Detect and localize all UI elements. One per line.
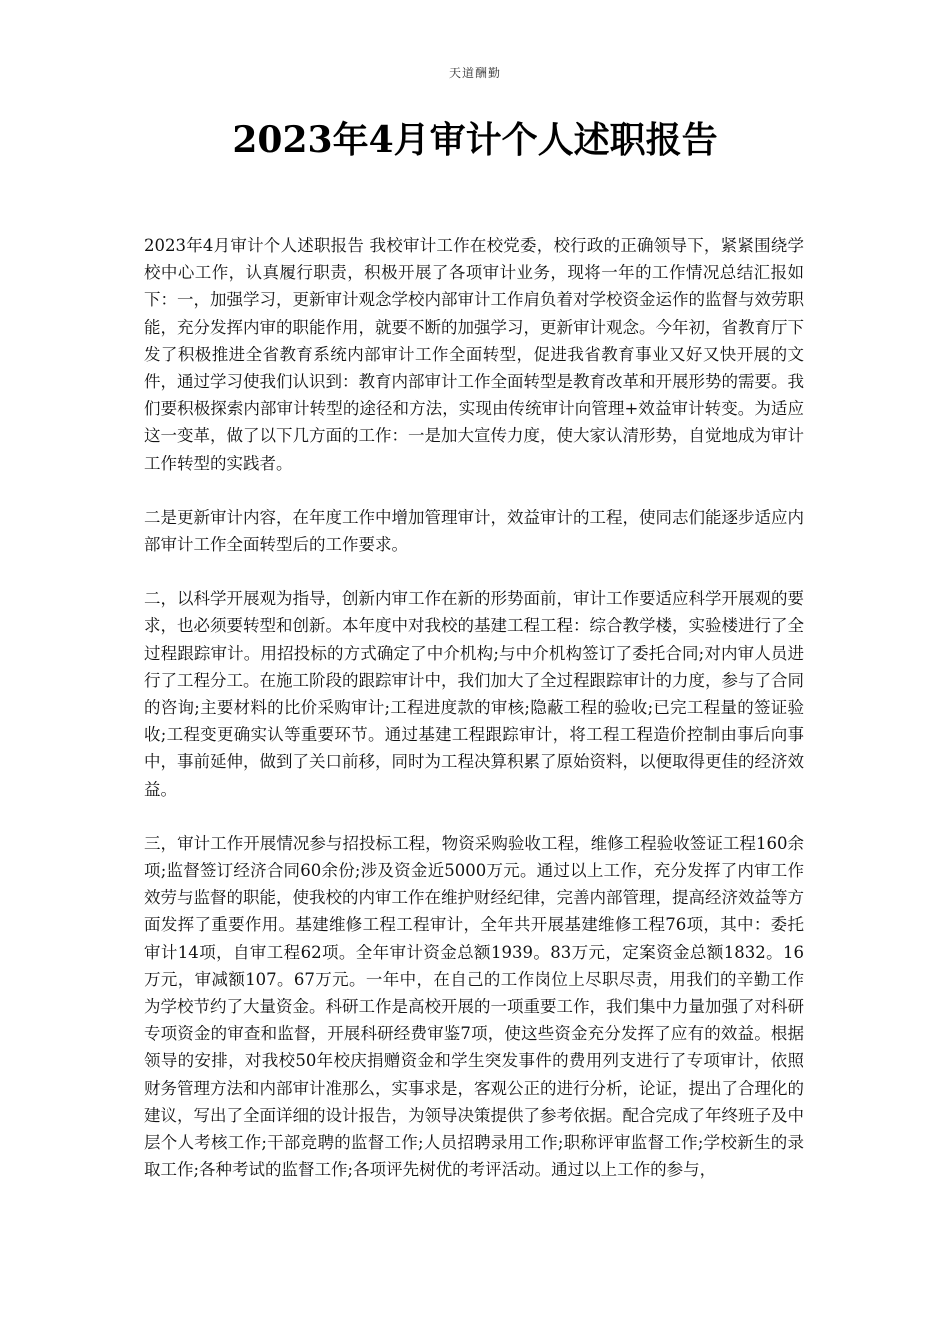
paragraph-2: 二是更新审计内容，在年度工作中增加管理审计，效益审计的工程，使同志们能逐步适应内部审计工作全面转型后的工作要求。 xyxy=(144,507,804,555)
paragraph-3: 二，以科学开展观为指导，创新内审工作在新的形势面前，审计工作要适应科学开展观的要求，也必须要转型和创新。本年度中对我校的基建工程工程：综合教学楼，实验楼进行了全过程跟踪审计。用招投标的方式确定了中介机构;与中介机构签订了委托合同;对内审人员进行了工程分工。在施工阶段的跟踪审计中，我们加大了全过程跟踪审计的力度，参与了合同的咨询;主要材料的比价采购审计;工程进度款的审核;隐蔽工程的验收;已完工程量的签证验收;工程变更确实认等重要环节。通过基建工程跟踪审计，将工程工程造价控制由事后向事中，事前延伸，做到了关口前移，同时为工程决算积累了原始资料，以便取得更佳的经济效益。 xyxy=(144,589,804,799)
paragraph-4: 三，审计工作开展情况参与招投标工程，物资采购验收工程，维修工程验收签证工程160余项;监督签订经济合同60余份;涉及资金近5000万元。通过以上工作，充分发挥了内审工作效劳与监督的职能，使我校的内审工作在维护财经纪律，完善内部管理，提高经济效益等方面发挥了重要作用。基建维修工程工程审计，全年共开展基建维修工程76项，其中：委托审计14项，自审工程62项。全年审计资金总额1939。83万元，定案资金总额1832。16万元，审减额107。67万元。一年中，在自己的工作岗位上尽职尽责，用我们的辛勤工作为学校节约了大量资金。科研工作是高校开展的一项重要工作，我们集中力量加强了对科研专项资金的审查和监督，开展科研经费审鉴7项，使这些资金充分发挥了应有的效益。根据领导的安排，对我校50年校庆捐赠资金和学生突发事件的费用列支进行了专项审计，依照财务管理方法和内部审计准那么，实事求是，客观公正的进行分析，论证，提出了合理化的建议，写出了全面详细的设计报告，为领导决策提供了参考依据。配合完成了年终班子及中层个人考核工作;干部竞聘的监督工作;人员招聘录用工作;职称评审监督工作;学校新生的录取工作;各种考试的监督工作;各项评先树优的考评活动。通过以上工作的参与， xyxy=(144,833,804,1180)
page-header: 天道酬勤 xyxy=(448,66,501,80)
document-body xyxy=(144,232,804,1211)
paragraph-1: 2023年4月审计个人述职报告 我校审计工作在校党委，校行政的正确领导下，紧紧围绕学校中心工作，认真履行职责，积极开展了各项审计业务，现将一年的工作情况总结汇报如下：一，加强学习，更新审计观念学校内部审计工作肩负着对学校资金运作的监督与效劳职能，充分发挥内审的职能作用，就要不断的加强学习，更新审计观念。今年初，省教育厅下发了积极推进全省教育系统内部审计工作全面转型，促进我省教育事业又好又快开展的文件，通过学习使我们认识到：教育内部审计工作全面转型是教育改革和开展形势的需要。我们要积极探索内部审计转型的途径和方法，实现由传统审计向管理+效益审计转变。为适应这一变革，做了以下几方面的工作：一是加大宣传力度，使大家认清形势，自觉地成为审计工作转型的实践者。 xyxy=(144,236,804,473)
document-title: 2023年4月审计个人述职报告 xyxy=(232,119,718,161)
